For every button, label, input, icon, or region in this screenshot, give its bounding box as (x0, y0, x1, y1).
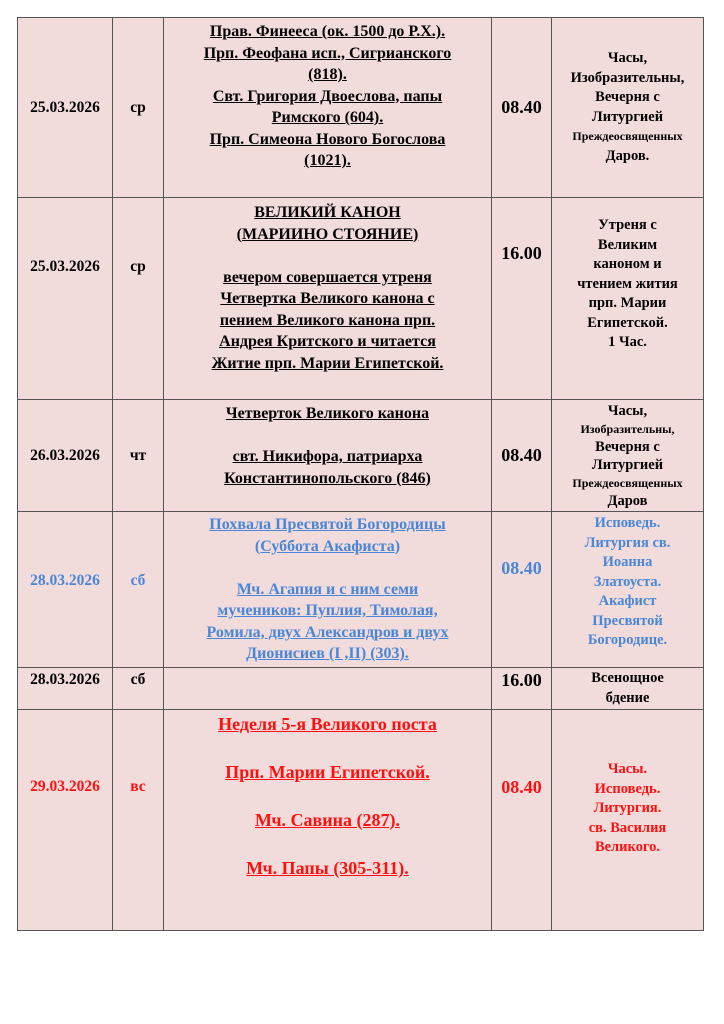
service-line: Иоанна (602, 554, 653, 570)
service-line: каноном и (593, 256, 662, 272)
feast-line: Прп. Марии Египетской. (225, 762, 430, 782)
service-line: Часы. (607, 761, 648, 777)
feast-title-line: (МАРИИНО СТОЯНИЕ) (236, 225, 419, 243)
feast-description (164, 198, 492, 400)
service-line: Часы, (607, 402, 648, 419)
service-line: прп. Марии (588, 295, 667, 311)
weekday-cell: вс (113, 710, 164, 931)
feast-line: Свт. Григория Двоеслова, папы (212, 87, 443, 105)
feast-line: Дионисиев (I ,II) (303). (246, 645, 409, 662)
feast-line: мучеников: Пуплия, Тимолая, (217, 602, 438, 619)
service-line: Вечерня с (595, 438, 660, 455)
feast-line: вечером совершается утреня (223, 268, 432, 286)
service-cell (552, 710, 704, 931)
service-line: Литургия. (593, 800, 662, 816)
table-row (18, 512, 704, 668)
feast-line: Андрея Критского и читается (219, 333, 436, 350)
service-line: Даров (607, 492, 648, 509)
service-line: Изобразительны, (570, 69, 685, 86)
service-line: Утреня с (598, 217, 657, 233)
feast-line: Четвертка Великого канона с (220, 290, 435, 307)
service-line: Даров. (605, 147, 650, 164)
feast-line: Константинопольского (846) (224, 469, 431, 487)
feast-line: Житие прп. Марии Египетской. (211, 354, 444, 372)
feast-title-line: (Суббота Акафиста) (254, 537, 401, 555)
date-cell: 28.03.2026 (18, 512, 113, 668)
weekday-cell: сб (113, 512, 164, 668)
time-cell: 16.00 (492, 198, 552, 400)
feast-description (164, 710, 492, 931)
feast-title-line: ВЕЛИКИЙ КАНОН (254, 204, 401, 221)
feast-line: (818). (308, 66, 347, 83)
feast-line: свт. Никифора, патриарха (232, 448, 423, 465)
service-line: Акафист (598, 593, 657, 609)
date-cell: 26.03.2026 (18, 400, 113, 512)
service-line: Литургией (591, 456, 664, 473)
weekday-cell: ср (113, 198, 164, 400)
time-cell: 08.40 (492, 512, 552, 668)
service-line: Преждеосвященных (572, 475, 683, 490)
table-row (18, 710, 704, 931)
service-line: Вечерня с (595, 89, 660, 105)
time-cell: 08.40 (492, 18, 552, 198)
service-cell (552, 198, 704, 400)
feast-line: Прп. Симеона Нового Богослова (209, 130, 446, 148)
table-row (18, 198, 704, 400)
feast-description (164, 512, 492, 668)
service-line: бдение (605, 689, 650, 706)
date-cell: 25.03.2026 (18, 18, 113, 198)
feast-line: Мч. Агапия и с ним семи (236, 580, 419, 598)
feast-line: (1021). (304, 152, 351, 169)
feast-line: Прав. Финееса (ок. 1500 до Р.Х.). (209, 23, 446, 40)
service-line: Пресвятой (592, 612, 663, 629)
feast-line: Мч. Савина (287). (255, 810, 400, 830)
feast-line: Ромила, двух Александров и двух (206, 623, 449, 641)
feast-line: Прп. Феофана исп., Сигрианского (203, 44, 452, 62)
service-cell (552, 512, 704, 668)
service-line: Исповедь. (594, 515, 661, 531)
date-cell: 25.03.2026 (18, 198, 113, 400)
service-cell (552, 668, 704, 710)
feast-line: пением Великого канона прп. (219, 311, 436, 329)
service-line: Литургия св. (584, 534, 671, 551)
weekday-cell: сб (113, 668, 164, 710)
date-cell: 28.03.2026 (18, 668, 113, 710)
time-cell: 08.40 (492, 710, 552, 931)
feast-title-line: Похвала Пресвятой Богородицы (209, 516, 446, 533)
time-cell: 16.00 (492, 668, 552, 710)
service-line: св. Василия (588, 819, 667, 836)
feast-description (164, 668, 492, 710)
table-row (18, 400, 704, 512)
table-row (18, 668, 704, 710)
service-line: Всенощное (591, 670, 664, 686)
feast-line: Мч. Папы (305-311). (246, 858, 409, 878)
service-line: Великим (597, 236, 658, 253)
feast-title-line: Четверток Великого канона (225, 405, 430, 422)
service-line: Исповедь. (594, 780, 661, 797)
weekday-cell: чт (113, 400, 164, 512)
service-line: Златоуста. (593, 573, 662, 590)
service-line: Литургией (591, 108, 664, 125)
service-line: Изобразительны, (580, 421, 675, 436)
time-cell: 08.40 (492, 400, 552, 512)
feast-description (164, 400, 492, 512)
service-line: Богородице. (587, 632, 668, 648)
feast-title-line: Неделя 5-я Великого поста (218, 714, 437, 734)
feast-line: Римского (604). (271, 109, 384, 126)
service-line: Преждеосвященных (572, 129, 683, 143)
service-line: Великого. (594, 839, 661, 855)
table-row (18, 18, 704, 198)
date-cell: 29.03.2026 (18, 710, 113, 931)
feast-description (164, 18, 492, 198)
service-schedule-table (17, 17, 704, 931)
service-cell (552, 18, 704, 198)
weekday-cell: ср (113, 18, 164, 198)
service-line: Часы, (607, 50, 648, 66)
service-cell (552, 400, 704, 512)
service-line: чтением жития (577, 275, 678, 292)
service-line: 1 Час. (608, 334, 647, 350)
service-line: Египетской. (587, 314, 668, 331)
